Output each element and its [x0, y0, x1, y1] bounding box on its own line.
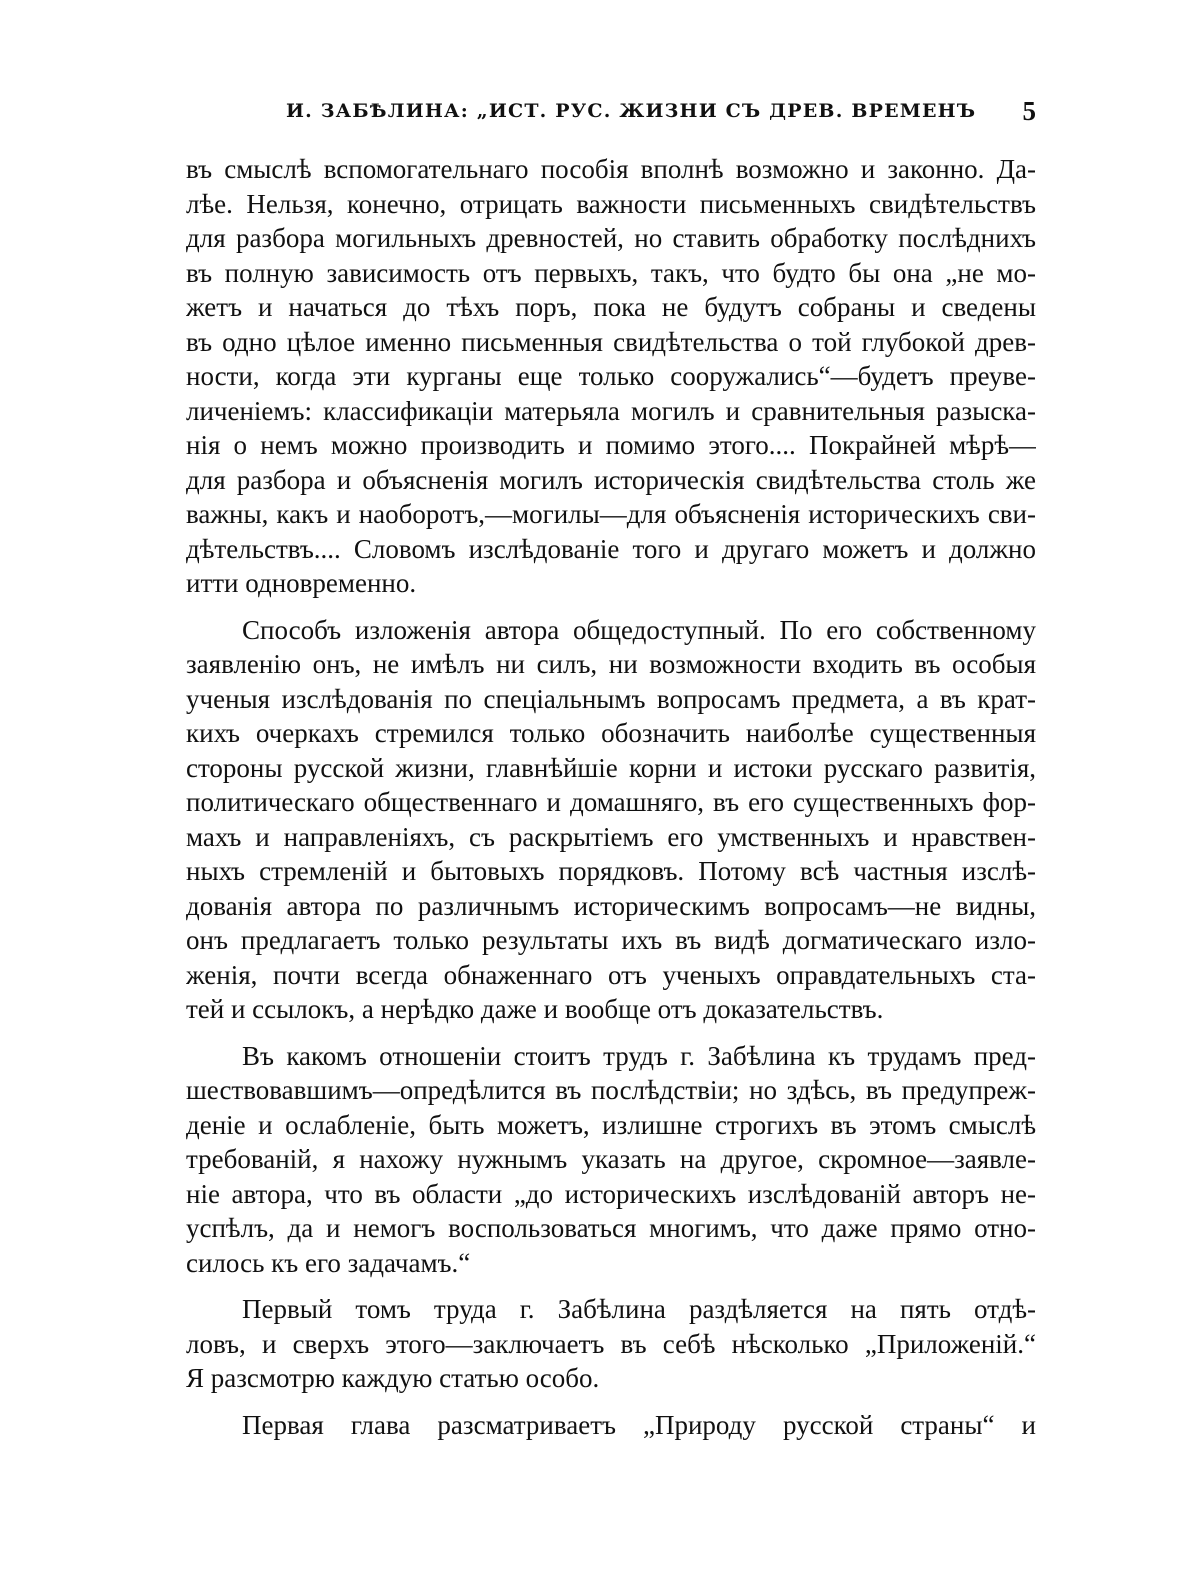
paragraph-3: [186, 1039, 1036, 1281]
text-line: въ полную зависимость отъ первыхъ, такъ, что будто бы она „не мо-: [186, 257, 1036, 288]
text-line: ныхъ стремленій и бытовыхъ порядковъ. Потому всѣ частныя изслѣ-: [186, 856, 1036, 886]
text-line: нія о немъ можно производить и помимо этого.... Покрайней мѣрѣ—: [186, 430, 1036, 460]
text-line: важны, какъ и наоборотъ,—могилы—для объясненія историческихъ сви-: [186, 499, 1036, 529]
text-line: личеніемъ: классификаціи матерьяла могилъ и сравнительныя разыска-: [186, 395, 1036, 426]
running-header: [186, 96, 1036, 134]
text-line: политическаго общественнаго и домашняго, въ его существенныхъ фор-: [186, 787, 1036, 817]
text-line: женія, почти всегда обнаженнаго отъ ученыхъ оправдательныхъ ста-: [186, 959, 1036, 990]
text-line: требованій, я нахожу нужнымъ указать на другое, скромное—заявле-: [186, 1144, 1036, 1174]
text-line: тей и ссылокъ, а нерѣдко даже и вообще отъ доказательствъ.: [186, 994, 884, 1024]
text-line: онъ предлагаетъ только результаты ихъ въ видѣ догматическаго изло-: [186, 925, 1036, 955]
paragraph-5: [186, 1408, 1036, 1443]
text-line: махъ и направленіяхъ, съ раскрытіемъ его умственныхъ и нравствен-: [186, 821, 1036, 852]
text-line: Я разсмотрю каждую статью особо.: [186, 1363, 600, 1393]
text-line: заявленію онъ, не имѣлъ ни силъ, ни возможности входить въ особыя: [186, 649, 1036, 679]
text-line: въ смыслѣ вспомогательнаго пособія вполнѣ возможно и законно. Да-: [186, 154, 1036, 184]
text-line: Способъ изложенія автора общедоступный. По его собственному: [242, 614, 1036, 645]
text-line: ніе автора, что въ области „до историческихъ изслѣдованій авторъ не-: [186, 1178, 1036, 1209]
text-line: стороны русской жизни, главнѣйшіе корни и истоки русскаго развитія,: [186, 752, 1036, 783]
text-line: лѣе. Нельзя, конечно, отрицать важности письменныхъ свидѣтельствъ: [186, 188, 1036, 219]
text-line: итти одновременно.: [186, 568, 417, 598]
running-header-title: И. ЗАБѢЛИНА: „ИСТ. РУС. ЖИЗНИ СЪ ДРЕВ. ВРЕМЕНЪ: [286, 100, 977, 122]
text-line: дѣтельствъ.... Словомъ изслѣдованіе того и другаго можетъ и должно: [186, 533, 1036, 564]
text-line: ловъ, и сверхъ этого—заключаетъ въ себѣ нѣсколько „Приложеній.“: [186, 1328, 1036, 1359]
text-line: для разбора могильныхъ древностей, но ставить обработку послѣднихъ: [186, 223, 1036, 253]
text-line: силось къ его задачамъ.“: [186, 1247, 471, 1278]
text-line: шествовавшимъ—опредѣлится въ послѣдствіи; но здѣсь, въ предупреж-: [186, 1075, 1036, 1105]
text-line: деніе и ослабленіе, быть можетъ, излишне строгихъ въ этомъ смыслѣ: [186, 1109, 1036, 1140]
text-line: ученыя изслѣдованія по спеціальнымъ вопросамъ предмета, а въ крат-: [186, 683, 1036, 714]
text-line: жетъ и начаться до тѣхъ поръ, пока не будутъ собраны и сведены: [186, 292, 1036, 322]
text-line: для разбора и объясненія могилъ историческія свидѣтельства столь же: [186, 464, 1036, 495]
text-line: Въ какомъ отношеніи стоитъ трудъ г. Забѣлина къ трудамъ пред-: [242, 1040, 1036, 1071]
paragraph-4: [186, 1292, 1036, 1396]
paragraph-2: [186, 613, 1036, 1027]
body-text: [186, 152, 1036, 1442]
text-line: Первая глава разсматриваетъ „Природу русской страны“ и: [242, 1409, 1036, 1440]
text-line: въ одно цѣлое именно письменныя свидѣтельства о той глубокой древ-: [186, 326, 1036, 357]
text-line: Первый томъ труда г. Забѣлина раздѣляется на пять отдѣ-: [242, 1294, 1036, 1324]
paragraph-1: [186, 152, 1036, 601]
text-line: кихъ очеркахъ стремился только обозначить наиболѣе существенныя: [186, 718, 1036, 748]
text-line: ности, когда эти курганы еще только сооружались“—будетъ преуве-: [186, 361, 1036, 391]
text-line: дованія автора по различнымъ историческимъ вопросамъ—не видны,: [186, 890, 1036, 921]
page-number: 5: [1022, 96, 1036, 126]
text-line: успѣлъ, да и немогъ воспользоваться многимъ, что даже прямо отно-: [186, 1213, 1036, 1243]
